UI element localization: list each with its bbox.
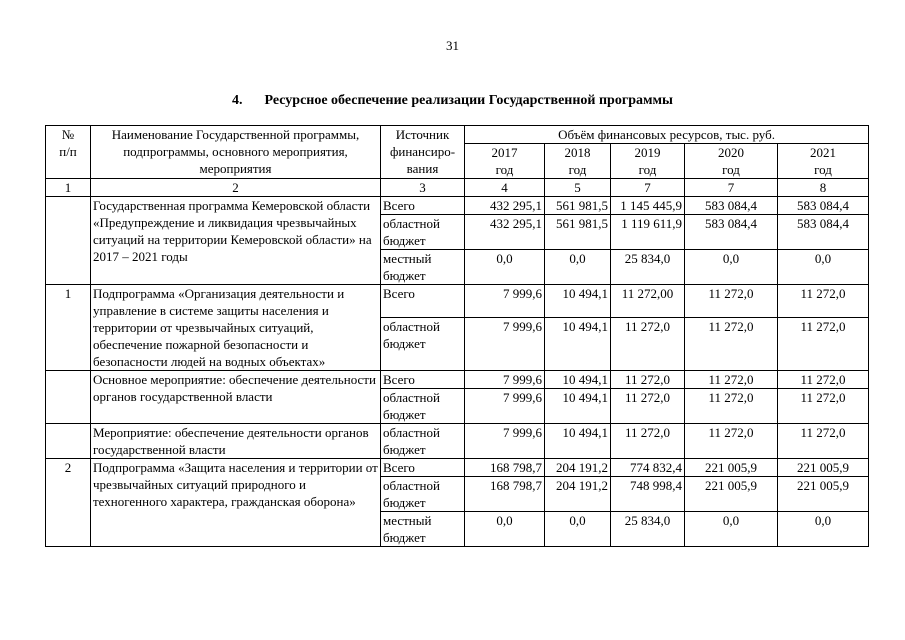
value-cell: 11 272,0 [778,389,869,424]
table-row [46,459,869,477]
value-cell: 0,0 [465,250,545,285]
value-cell: 10 494,1 [545,389,611,424]
source-label: Всего [381,371,465,389]
source-label: местный бюджет [381,250,465,285]
header-volume: Объём финансовых ресурсов, тыс. руб. [465,126,869,144]
value-cell: 561 981,5 [545,197,611,215]
row-name: Государственная программа Кемеровской области «Предупреждение и ликвидация чрезвычайных ситуаций на территории Кемеровской области» на 2017 – 2021 годы [91,197,381,285]
row-name: Основное мероприятие: обеспечение деятельности органов государственной власти [91,371,381,424]
section-title: Ресурсное обеспечение реализации Государственной программы [264,93,673,108]
header-year: 2020 год [685,144,778,179]
source-label: областной бюджет [381,477,465,512]
source-label: областной бюджет [381,318,465,371]
value-cell: 583 084,4 [685,215,778,250]
source-label: областной бюджет [381,389,465,424]
value-cell: 0,0 [778,512,869,547]
source-label: Всего [381,197,465,215]
value-cell: 7 999,6 [465,285,545,318]
value-cell: 748 998,4 [611,477,685,512]
source-label: Всего [381,285,465,318]
value-cell: 432 295,1 [465,197,545,215]
value-cell: 0,0 [545,250,611,285]
header-year: 2021 год [778,144,869,179]
row-number [46,424,91,459]
header-name: Наименование Государственной программы, подпрограммы, основного мероприятия, мероприятия [91,126,381,179]
value-cell: 0,0 [545,512,611,547]
value-cell: 0,0 [685,250,778,285]
value-cell: 0,0 [465,512,545,547]
value-cell: 1 119 611,9 [611,215,685,250]
value-cell: 7 999,6 [465,318,545,371]
source-label: областной бюджет [381,424,465,459]
value-cell: 11 272,0 [685,318,778,371]
value-cell: 11 272,0 [685,371,778,389]
value-cell: 10 494,1 [545,285,611,318]
value-cell: 11 272,0 [778,371,869,389]
row-name: Мероприятие: обеспечение деятельности органов государственной власти [91,424,381,459]
table-row [46,371,869,389]
value-cell: 11 272,0 [685,285,778,318]
source-label: областной бюджет [381,215,465,250]
value-cell: 168 798,7 [465,459,545,477]
row-number [46,197,91,285]
value-cell: 561 981,5 [545,215,611,250]
column-index: 2 [91,179,381,197]
header-number: № п/п [46,126,91,179]
value-cell: 25 834,0 [611,512,685,547]
row-number: 1 [46,285,91,371]
value-cell: 11 272,00 [611,285,685,318]
header-year: 2017 год [465,144,545,179]
value-cell: 204 191,2 [545,477,611,512]
table-row [46,424,869,459]
column-index: 1 [46,179,91,197]
value-cell: 204 191,2 [545,459,611,477]
row-name: Подпрограмма «Организация деятельности и управление в системе защиты населения и территории от чрезвычайных ситуаций, обеспечение пожарной безопасности и безопасности людей на водных объектах» [91,285,381,371]
section-number: 4. [232,93,243,108]
header-index-row [46,179,869,197]
column-index: 7 [611,179,685,197]
value-cell: 7 999,6 [465,389,545,424]
value-cell: 11 272,0 [685,424,778,459]
value-cell: 25 834,0 [611,250,685,285]
value-cell: 11 272,0 [611,371,685,389]
source-label: местный бюджет [381,512,465,547]
value-cell: 774 832,4 [611,459,685,477]
value-cell: 583 084,4 [685,197,778,215]
table-row [46,285,869,318]
value-cell: 0,0 [778,250,869,285]
page-number: 31 [446,38,459,53]
value-cell: 10 494,1 [545,371,611,389]
value-cell: 11 272,0 [611,424,685,459]
value-cell: 11 272,0 [778,424,869,459]
section-heading [0,93,905,109]
table-row [46,197,869,215]
resource-table [45,125,869,547]
header-source: Источник финансиро- вания [381,126,465,179]
value-cell: 583 084,4 [778,197,869,215]
value-cell: 10 494,1 [545,424,611,459]
row-number: 2 [46,459,91,547]
source-label: Всего [381,459,465,477]
column-index: 3 [381,179,465,197]
value-cell: 221 005,9 [685,477,778,512]
header-row [46,126,869,144]
value-cell: 221 005,9 [778,477,869,512]
header-year: 2019 год [611,144,685,179]
value-cell: 10 494,1 [545,318,611,371]
value-cell: 11 272,0 [611,389,685,424]
value-cell: 0,0 [685,512,778,547]
column-index: 4 [465,179,545,197]
row-number [46,371,91,424]
value-cell: 168 798,7 [465,477,545,512]
value-cell: 221 005,9 [685,459,778,477]
value-cell: 432 295,1 [465,215,545,250]
value-cell: 1 145 445,9 [611,197,685,215]
row-name: Подпрограмма «Защита населения и территории от чрезвычайных ситуаций природного и техногенного характера, гражданская оборона» [91,459,381,547]
value-cell: 11 272,0 [778,285,869,318]
header-year: 2018 год [545,144,611,179]
column-index: 7 [685,179,778,197]
column-index: 8 [778,179,869,197]
value-cell: 11 272,0 [685,389,778,424]
value-cell: 11 272,0 [778,318,869,371]
value-cell: 221 005,9 [778,459,869,477]
value-cell: 583 084,4 [778,215,869,250]
value-cell: 7 999,6 [465,371,545,389]
value-cell: 11 272,0 [611,318,685,371]
column-index: 5 [545,179,611,197]
value-cell: 7 999,6 [465,424,545,459]
